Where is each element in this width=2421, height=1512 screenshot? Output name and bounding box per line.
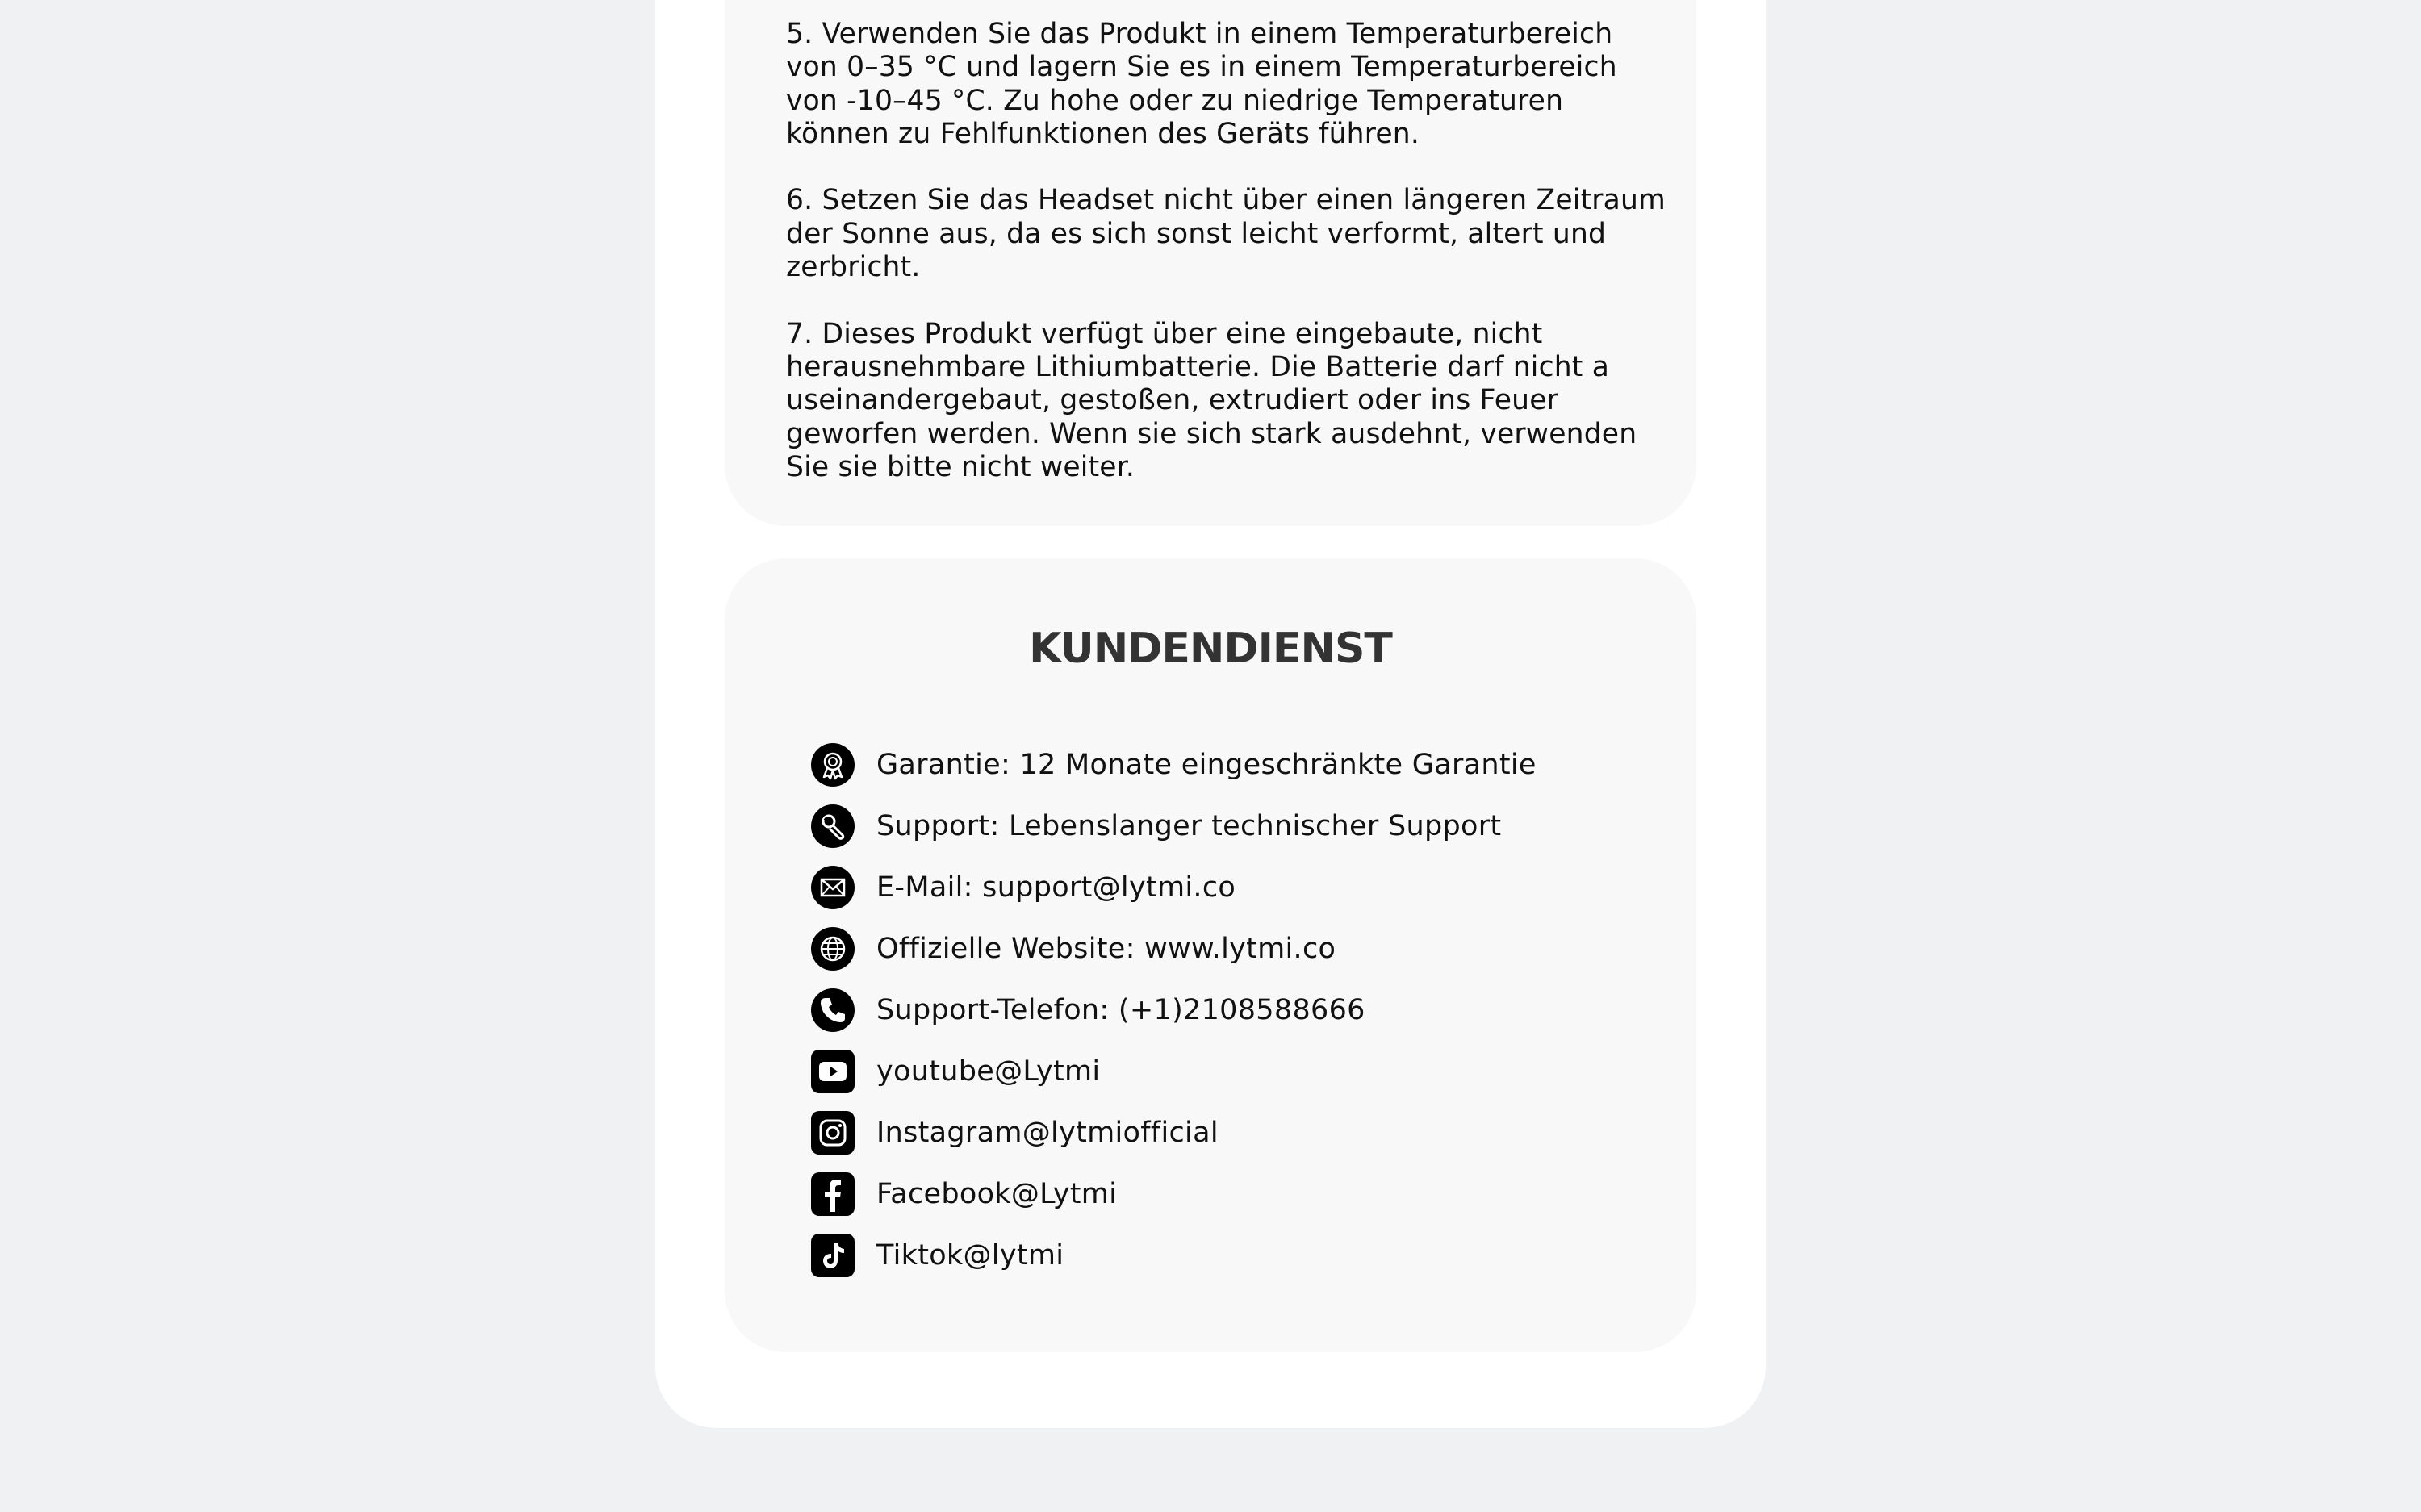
instagram-label[interactable]: Instagram@lytmiofficial bbox=[876, 1117, 1219, 1149]
safety-item-6: 6. Setzen Sie das Headset nicht über einen längeren Zeitraum der Sonne aus, da es sich sonst leicht verformt, altert und zerbricht. bbox=[786, 184, 1666, 284]
youtube-label[interactable]: youtube@Lytmi bbox=[876, 1055, 1101, 1088]
facebook-label[interactable]: Facebook@Lytmi bbox=[876, 1178, 1118, 1210]
email-label[interactable]: E-Mail: support@lytmi.co bbox=[876, 871, 1236, 904]
instagram-icon bbox=[810, 1110, 855, 1155]
wrench-icon bbox=[810, 804, 855, 849]
customer-service-list bbox=[810, 734, 1617, 1286]
phone-label[interactable]: Support-Telefon: (+1)2108588666 bbox=[876, 994, 1365, 1026]
safety-item-7: 7. Dieses Produkt verfügt über eine eingebaute, nicht herausnehmbare Lithiumbatterie. Die Batterie darf nicht a useinandergebaut, gestoßen, extrudiert oder ins Feuer geworfen werden. Wenn sie sich stark ausdehnt, verwenden Sie sie bitte nicht weiter. bbox=[786, 317, 1637, 483]
mail-icon bbox=[810, 865, 855, 910]
customer-service-title: KUNDENDIENST bbox=[1029, 624, 1392, 673]
website-item[interactable] bbox=[810, 918, 1617, 979]
phone-item[interactable] bbox=[810, 979, 1617, 1041]
support-item bbox=[810, 796, 1617, 857]
support-label: Support: Lebenslanger technischer Support bbox=[876, 810, 1502, 842]
award-icon bbox=[810, 742, 855, 787]
safety-item-5: 5. Verwenden Sie das Produkt in einem Temperaturbereich von 0–35 °C und lagern Sie es in einem Temperaturbereich von -10–45 °C. Zu hohe oder zu niedrige Temperaturen können zu Fehlfunktionen des Geräts führen. bbox=[786, 18, 1617, 150]
website-label[interactable]: Offizielle Website: www.lytmi.co bbox=[876, 933, 1336, 965]
tiktok-label[interactable]: Tiktok@lytmi bbox=[876, 1239, 1064, 1272]
warranty-item bbox=[810, 734, 1617, 796]
safety-instructions bbox=[786, 18, 1666, 517]
youtube-icon bbox=[810, 1049, 855, 1094]
facebook-item[interactable] bbox=[810, 1163, 1617, 1225]
email-item[interactable] bbox=[810, 857, 1617, 918]
globe-icon bbox=[810, 926, 855, 971]
youtube-item[interactable] bbox=[810, 1041, 1617, 1102]
tiktok-icon bbox=[810, 1233, 855, 1278]
phone-icon bbox=[810, 988, 855, 1033]
facebook-icon bbox=[810, 1172, 855, 1217]
instagram-item[interactable] bbox=[810, 1102, 1617, 1163]
tiktok-item[interactable] bbox=[810, 1225, 1617, 1286]
warranty-label: Garantie: 12 Monate eingeschränkte Garantie bbox=[876, 749, 1537, 781]
